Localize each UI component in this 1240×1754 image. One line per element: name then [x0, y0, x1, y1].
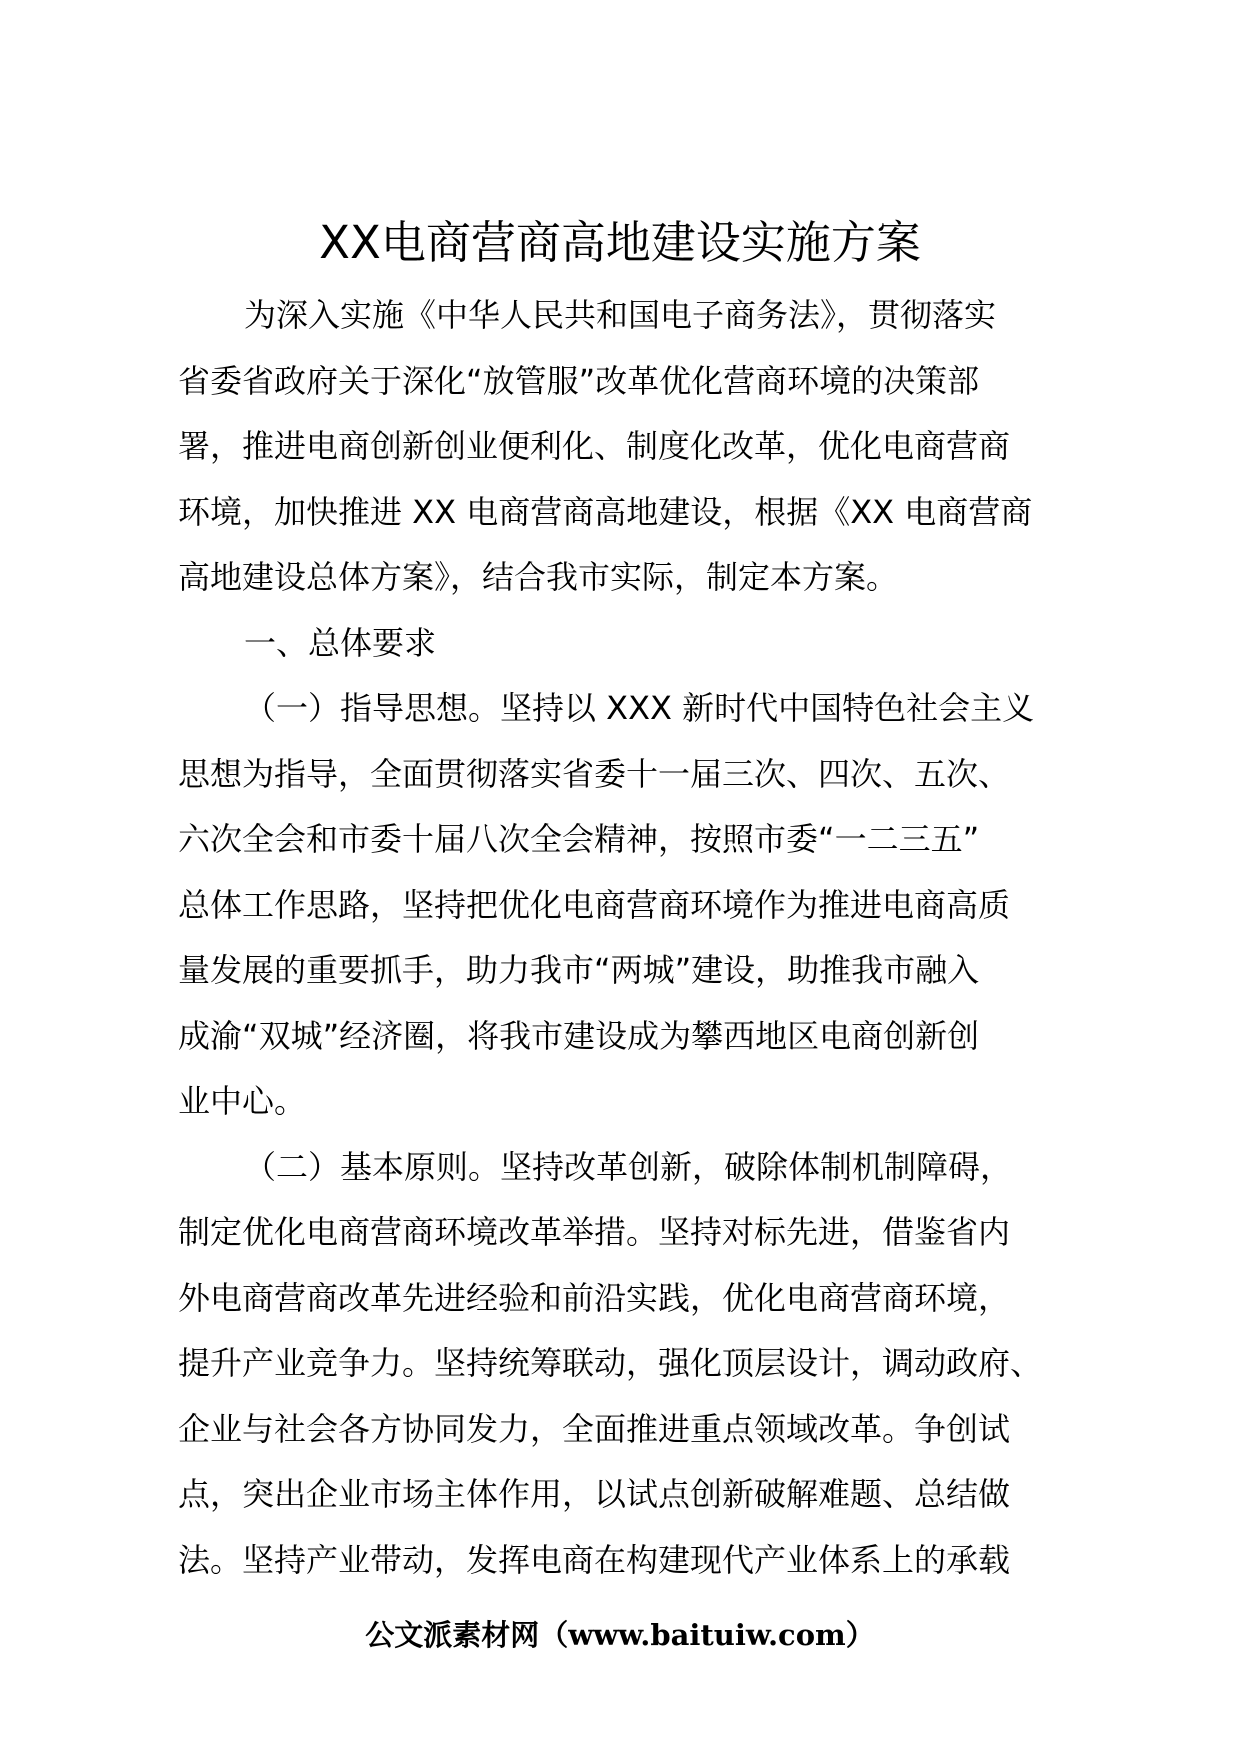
- paragraph-line: 思想为指导，全面贯彻落实省委十一届三次、四次、五次、: [178, 754, 1011, 793]
- paragraph-line: 企业与社会各方协同发力，全面推进重点领域改革。争创试: [178, 1409, 1011, 1448]
- paragraph-line: 提升产业竞争力。坚持统筹联动，强化顶层设计，调动政府、: [178, 1344, 1043, 1382]
- paragraph-line: （一）指导思想。坚持以 XXX 新时代中国特色社会主义: [244, 689, 1035, 727]
- paragraph-line: 量发展的重要抓手，助力我市“两城”建设，助推我市融入: [178, 951, 980, 989]
- paragraph-line: 成渝“双城”经济圈，将我市建设成为攀西地区电商创新创: [178, 1016, 980, 1055]
- paragraph-line: 制定优化电商营商环境改革举措。坚持对标先进，借鉴省内: [178, 1213, 1011, 1251]
- paragraph-line: 环境，加快推进 XX 电商营商高地建设，根据《XX 电商营商: [178, 492, 1033, 531]
- paragraph-line: 点，突出企业市场主体作用，以试点创新破解难题、总结做: [178, 1475, 1011, 1513]
- section-heading: 一、总体要求: [244, 623, 437, 662]
- paragraph-line: 高地建设总体方案》，结合我市实际，制定本方案。: [178, 558, 899, 596]
- paragraph-line: 六次全会和市委十届八次全会精神，按照市委“一二三五”: [178, 820, 980, 858]
- paragraph-line: 总体工作思路，坚持把优化电商营商环境作为推进电商高质: [178, 885, 1011, 924]
- document-body: [178, 283, 1088, 1593]
- paragraph-line: 法。坚持产业带动，发挥电商在构建现代产业体系上的承载: [178, 1540, 1011, 1579]
- document-title: XX电商营商高地建设实施方案: [319, 216, 921, 269]
- paragraph-line: 外电商营商改革先进经验和前沿实践，优化电商营商环境，: [178, 1278, 1011, 1317]
- paragraph-line: 为深入实施《中华人民共和国电子商务法》，贯彻落实: [244, 296, 997, 334]
- footer-watermark: 公文派素材网（www.baituiw.com）: [365, 1618, 875, 1652]
- paragraph-line: （二）基本原则。坚持改革创新，破除体制机制障碍，: [244, 1147, 1013, 1186]
- paragraph-line: 署，推进电商创新创业便利化、制度化改革，优化电商营商: [178, 427, 1011, 465]
- paragraph-line: 省委省政府关于深化“放管服”改革优化营商环境的决策部: [178, 361, 980, 400]
- paragraph-line: 业中心。: [178, 1082, 307, 1120]
